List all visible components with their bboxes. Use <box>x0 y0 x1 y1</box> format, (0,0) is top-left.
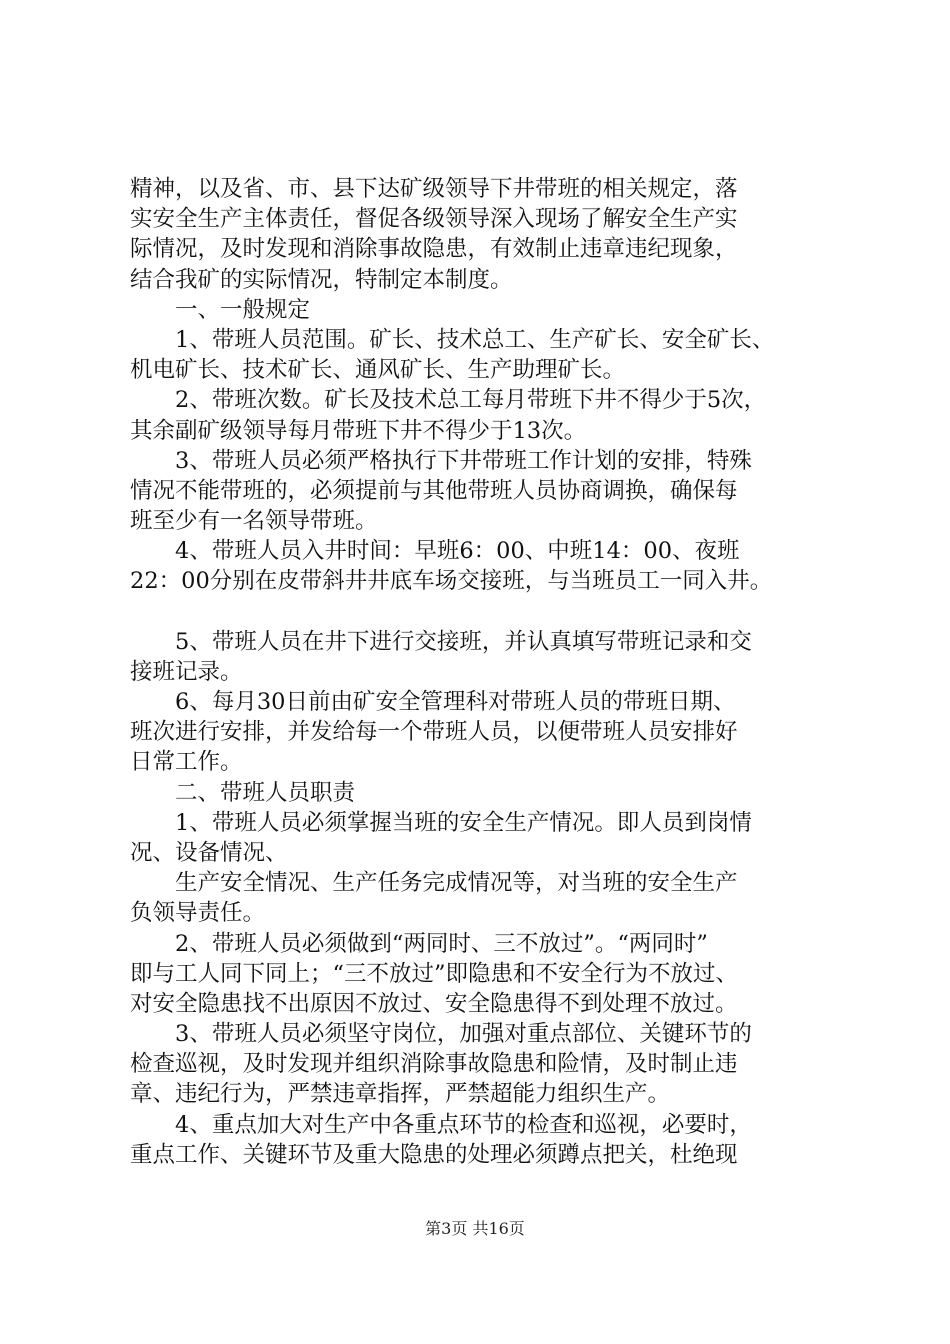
text-line: 即与工人同下同上；“三不放过”即隐患和不安全行为不放过、 <box>130 960 739 987</box>
text-line: 重点工作、关键环节及重大隐患的处理必须蹲点把关，杜绝现 <box>130 1141 738 1168</box>
text-line: 机电矿长、技术矿长、通风矿长、生产助理矿长。 <box>130 357 626 384</box>
text-line: 其余副矿级领导每月带班下井不得少于13次。 <box>130 417 587 444</box>
text-line: 3、带班人员必须坚守岗位，加强对重点部位、关键环节的 <box>130 1021 752 1048</box>
text-line: 实安全生产主体责任，督促各级领导深入现场了解安全生产实 <box>130 206 738 233</box>
page-footer: 第3页 共16页 <box>425 1219 525 1238</box>
text-line: 检查巡视，及时发现并组织消除事故隐患和险情，及时制止违 <box>130 1051 738 1078</box>
text-line: 情况不能带班的，必须提前与其他带班人员协商调换，确保每 <box>130 477 738 504</box>
text-line: 际情况，及时发现和消除事故隐患，有效制止违章违纪现象， <box>130 236 738 263</box>
text-line: 1、带班人员范围。矿长、技术总工、生产矿长、安全矿长、 <box>130 326 775 353</box>
text-line: 二、带班人员职责 <box>130 779 356 806</box>
text-line: 章、违纪行为，严禁违章指挥，严禁超能力组织生产。 <box>130 1081 671 1108</box>
text-line: 2、带班次数。矿长及技术总工每月带班下井不得少于5次， <box>130 387 767 414</box>
text-line: 3、带班人员必须严格执行下井带班工作计划的安排，特殊 <box>130 447 752 474</box>
text-line: 6、每月30日前由矿安全管理科对带班人员的带班日期、 <box>130 689 736 715</box>
text-line: 班至少有一名领导带班。 <box>130 508 378 535</box>
text-line: 负领导责任。 <box>130 900 266 927</box>
text-line: 一、一般规定 <box>130 296 311 323</box>
text-line: 4、重点加大对生产中各重点环节的检查和巡视，必要时， <box>130 1111 752 1138</box>
text-line: 班次进行安排，并发给每一个带班人员，以便带班人员安排好 <box>130 719 738 746</box>
text-line: 2、带班人员必须做到“两同时、三不放过”。“两同时” <box>130 930 708 957</box>
text-line: 精神，以及省、市、县下达矿级领导下井带班的相关规定，落 <box>130 176 738 202</box>
text-line: 4、带班人员入井时间：早班6：00、中班14：00、夜班 <box>130 538 740 565</box>
text-line: 1、带班人员必须掌握当班的安全生产情况。即人员到岗情 <box>130 809 752 836</box>
text-line: 22：00分别在皮带斜井井底车场交接班，与当班员工一同入井。 <box>130 568 773 595</box>
text-line: 接班记录。 <box>130 658 243 685</box>
text-line <box>130 597 852 627</box>
text-line: 日常工作。 <box>130 749 243 776</box>
document-body <box>130 174 852 1170</box>
text-line: 况、设备情况、 <box>130 839 288 866</box>
text-line: 生产安全情况、生产任务完成情况等，对当班的安全生产 <box>130 870 738 897</box>
text-line: 结合我矿的实际情况，特制定本制度。 <box>130 266 513 293</box>
text-line: 对安全隐患找不出原因不放过、安全隐患得不到处理不放过。 <box>130 990 738 1017</box>
text-line: 5、带班人员在井下进行交接班，并认真填写带班记录和交 <box>130 628 752 655</box>
